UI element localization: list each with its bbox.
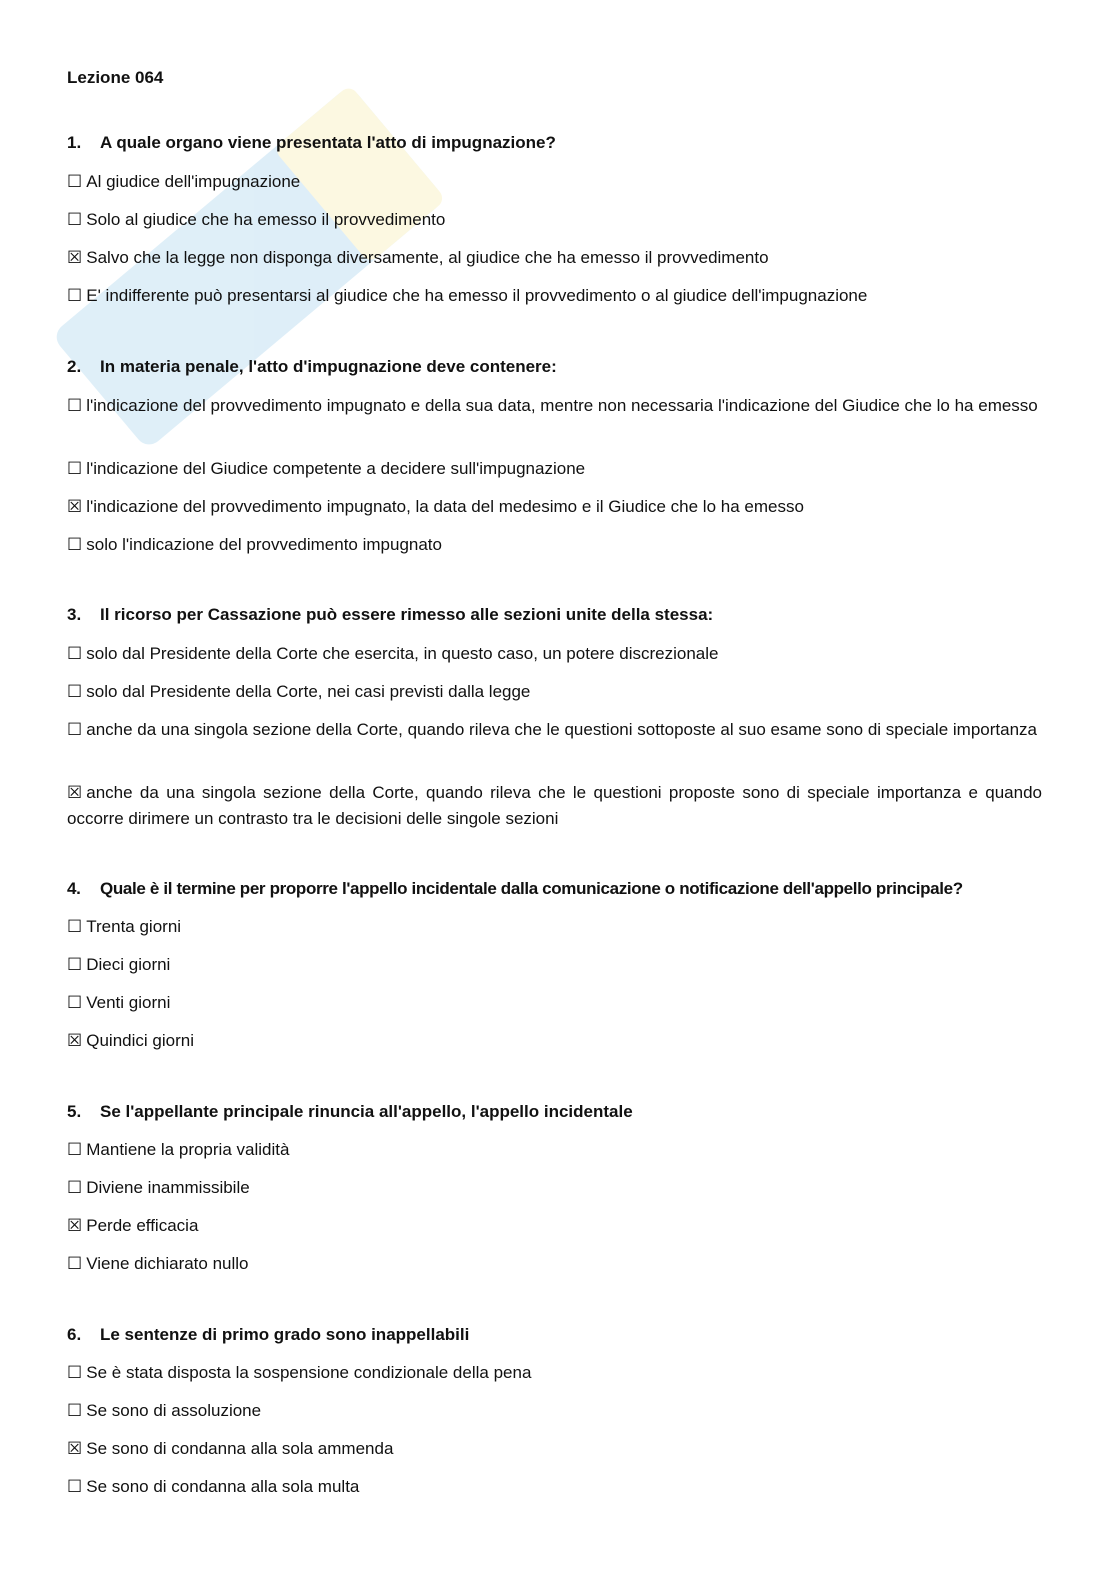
question-text: Se l'appellante principale rinuncia all'appello, l'appello incidentale <box>100 1102 633 1121</box>
answer-option[interactable] <box>67 283 1042 309</box>
question-6 <box>67 1323 1042 1497</box>
checkbox-empty-icon[interactable]: ☐ <box>67 917 83 937</box>
question-2 <box>67 355 1042 555</box>
answer-option[interactable] <box>67 1360 1042 1386</box>
option-text: Se è stata disposta la sospensione condizionale della pena <box>86 1363 532 1382</box>
checkbox-empty-icon[interactable]: ☐ <box>67 720 83 740</box>
checkbox-empty-icon[interactable]: ☐ <box>67 535 83 555</box>
option-text: l'indicazione del provvedimento impugnato e della sua data, mentre non necessaria l'indicazione del Giudice che lo ha emesso <box>86 396 1038 415</box>
question-title <box>67 131 1042 155</box>
checkbox-empty-icon[interactable]: ☐ <box>67 682 83 702</box>
checkbox-empty-icon[interactable]: ☐ <box>67 1178 83 1198</box>
option-text: Perde efficacia <box>86 1216 199 1235</box>
checkbox-empty-icon[interactable]: ☐ <box>67 1254 83 1274</box>
checkbox-checked-icon[interactable]: ☒ <box>67 1216 83 1236</box>
answer-option[interactable] <box>67 1251 1042 1277</box>
option-text: Salvo che la legge non disponga diversamente, al giudice che ha emesso il provvedimento <box>86 248 769 267</box>
answer-option[interactable] <box>67 952 1042 978</box>
answer-option[interactable] <box>67 245 1042 271</box>
answer-option[interactable] <box>67 1474 1042 1500</box>
question-text: Il ricorso per Cassazione può essere rimesso alle sezioni unite della stessa: <box>100 605 714 624</box>
checkbox-checked-icon[interactable]: ☒ <box>67 248 83 268</box>
option-text: Mantiene la propria validità <box>86 1140 290 1159</box>
question-1 <box>67 131 1042 306</box>
answer-option[interactable] <box>67 456 1042 482</box>
answer-option[interactable] <box>67 532 1042 558</box>
option-text: E' indifferente può presentarsi al giudice che ha emesso il provvedimento o al giudice dell'impugnazione <box>86 286 868 305</box>
question-number: 4. <box>67 879 81 898</box>
checkbox-checked-icon[interactable]: ☒ <box>67 783 83 803</box>
checkbox-empty-icon[interactable]: ☐ <box>67 172 83 192</box>
answer-option[interactable] <box>67 207 1042 233</box>
lesson-title: Lezione 064 <box>67 68 164 87</box>
option-text: Se sono di condanna alla sola multa <box>86 1477 360 1496</box>
question-title <box>67 1323 1042 1347</box>
checkbox-empty-icon[interactable]: ☐ <box>67 1477 83 1497</box>
question-number: 5. <box>67 1102 82 1121</box>
answer-option[interactable] <box>67 1028 1042 1054</box>
answer-option[interactable] <box>67 990 1042 1016</box>
answer-option[interactable] <box>67 1213 1042 1239</box>
option-text: solo dal Presidente della Corte che esercita, in questo caso, un potere discrezionale <box>86 644 719 663</box>
option-text: Dieci giorni <box>86 955 171 974</box>
question-title <box>67 1100 1042 1124</box>
answer-option[interactable] <box>67 393 1042 419</box>
checkbox-empty-icon[interactable]: ☐ <box>67 955 83 975</box>
answer-option[interactable] <box>67 494 1042 520</box>
question-text: Quale è il termine per proporre l'appello incidentale dalla comunicazione o notificazione dell'appello principale? <box>100 879 963 898</box>
checkbox-empty-icon[interactable]: ☐ <box>67 459 83 479</box>
option-text: solo dal Presidente della Corte, nei casi previsti dalla legge <box>86 682 531 701</box>
option-text: Se sono di condanna alla sola ammenda <box>86 1439 394 1458</box>
checkbox-empty-icon[interactable]: ☐ <box>67 1401 83 1421</box>
option-text: Al giudice dell'impugnazione <box>86 172 301 191</box>
question-number: 6. <box>67 1325 82 1344</box>
watermark-logo <box>20 40 490 510</box>
question-number: 2. <box>67 357 82 376</box>
option-text: l'indicazione del provvedimento impugnato, la data del medesimo e il Giudice che lo ha emesso <box>86 497 804 516</box>
answer-option[interactable] <box>67 1137 1042 1163</box>
option-text: Diviene inammissibile <box>86 1178 250 1197</box>
option-text: Quindici giorni <box>86 1031 194 1050</box>
option-text: Solo al giudice che ha emesso il provvedimento <box>86 210 446 229</box>
option-text: Venti giorni <box>86 993 171 1012</box>
checkbox-empty-icon[interactable]: ☐ <box>67 644 83 664</box>
question-number: 1. <box>67 133 82 152</box>
answer-option[interactable] <box>67 1398 1042 1424</box>
question-title <box>67 355 1042 379</box>
question-title <box>67 603 1042 627</box>
checkbox-empty-icon[interactable]: ☐ <box>67 396 83 416</box>
option-text: Trenta giorni <box>86 917 182 936</box>
answer-option[interactable] <box>67 1436 1042 1462</box>
checkbox-empty-icon[interactable]: ☐ <box>67 1140 83 1160</box>
answer-option[interactable] <box>67 717 1042 743</box>
answer-option[interactable] <box>67 679 1042 705</box>
question-4 <box>67 877 1042 1051</box>
checkbox-checked-icon[interactable]: ☒ <box>67 497 83 517</box>
question-text: In materia penale, l'atto d'impugnazione deve contenere: <box>100 357 557 376</box>
question-title <box>67 877 1042 901</box>
question-3 <box>67 603 1042 828</box>
question-number: 3. <box>67 605 82 624</box>
question-text: A quale organo viene presentata l'atto di impugnazione? <box>100 133 556 152</box>
option-text: anche da una singola sezione della Corte, quando rileva che le questioni sottoposte al suo esame sono di speciale importanza <box>86 720 1037 739</box>
option-text: anche da una singola sezione della Corte, quando rileva che le questioni proposte sono di speciale importanza e quando occorre dirimere un contrasto tra le decisioni delle singole sezioni <box>67 783 1042 828</box>
question-5 <box>67 1100 1042 1274</box>
question-text: Le sentenze di primo grado sono inappellabili <box>100 1325 470 1344</box>
answer-option[interactable] <box>67 169 1042 195</box>
checkbox-empty-icon[interactable]: ☐ <box>67 286 83 306</box>
option-text: solo l'indicazione del provvedimento impugnato <box>86 535 442 554</box>
checkbox-empty-icon[interactable]: ☐ <box>67 1363 83 1383</box>
answer-option[interactable] <box>67 780 1042 832</box>
checkbox-checked-icon[interactable]: ☒ <box>67 1031 83 1051</box>
option-text: l'indicazione del Giudice competente a decidere sull'impugnazione <box>86 459 586 478</box>
checkbox-empty-icon[interactable]: ☐ <box>67 210 83 230</box>
option-text: Se sono di assoluzione <box>86 1401 262 1420</box>
option-text: Viene dichiarato nullo <box>86 1254 249 1273</box>
checkbox-empty-icon[interactable]: ☐ <box>67 993 83 1013</box>
answer-option[interactable] <box>67 914 1042 940</box>
answer-option[interactable] <box>67 1175 1042 1201</box>
answer-option[interactable] <box>67 641 1042 667</box>
checkbox-checked-icon[interactable]: ☒ <box>67 1439 83 1459</box>
